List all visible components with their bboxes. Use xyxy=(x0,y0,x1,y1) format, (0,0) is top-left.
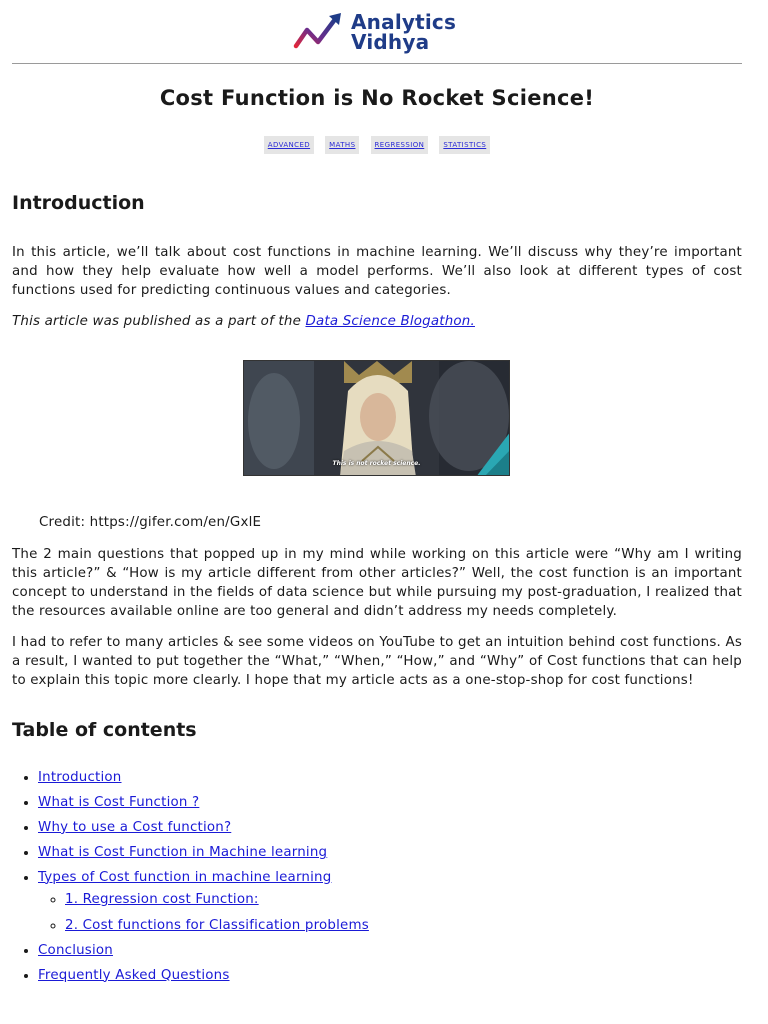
published-note xyxy=(12,313,742,332)
toc-subitem xyxy=(65,917,742,935)
brand-name-line2: Vidhya xyxy=(351,30,430,54)
toc-link-conclusion[interactable]: Conclusion xyxy=(38,942,113,958)
article-body xyxy=(12,64,742,992)
toc-link-why-use-cost-function[interactable]: Why to use a Cost function? xyxy=(38,819,232,835)
tag-regression[interactable]: REGRESSION xyxy=(371,136,429,154)
toc-link-cost-function-ml[interactable]: What is Cost Function in Machine learning xyxy=(38,844,328,860)
toc-link-classification-cost[interactable]: 2. Cost functions for Classification problems xyxy=(65,917,369,933)
trend-arrow-icon xyxy=(293,10,345,54)
tag-list xyxy=(12,136,742,160)
toc-link-faq[interactable]: Frequently Asked Questions xyxy=(38,967,230,983)
toc-item xyxy=(38,844,742,862)
table-of-contents xyxy=(12,769,742,985)
toc-subitem xyxy=(65,891,742,909)
section-heading-introduction: Introduction xyxy=(12,192,145,214)
tag-maths[interactable]: MATHS xyxy=(325,136,359,154)
paragraph-motivation: I had to refer to many articles & see some videos on YouTube to get an intuition behind cost functions. As a result, I wanted to put together the “What,” “When,” “How,” and “Why” of Cost functions that can help to explain this topic more clearly. I hope that my article acts as a one-stop-shop for cost functions! xyxy=(12,635,742,688)
rocket-science-gif xyxy=(243,360,510,476)
image-credit: Credit: https://gifer.com/en/GxlE xyxy=(39,515,262,531)
toc-item xyxy=(38,942,742,960)
toc-item xyxy=(38,869,742,935)
site-header xyxy=(0,0,768,63)
tag-statistics[interactable]: STATISTICS xyxy=(439,136,490,154)
toc-item xyxy=(38,794,742,812)
blogathon-link[interactable]: Data Science Blogathon. xyxy=(305,314,475,330)
gif-scene xyxy=(244,361,510,476)
brand-logo[interactable] xyxy=(293,10,456,54)
paragraph-main-questions: The 2 main questions that popped up in my mind while working on this article were “Why am I writing this article?” & “How is my article different from other articles?” Well, the cost function is an important concept to understand in the fields of data science but while pursuing my post-graduation, I realized that the resources available online are too general and didn’t address my needs completely. xyxy=(12,547,742,619)
section-heading-toc: Table of contents xyxy=(12,718,197,741)
intro-paragraph: In this article, we’ll talk about cost functions in machine learning. We’ll discuss why they’re important and how they help evaluate how well a model performs. We’ll also look at different types of cost functions used for predicting continuous values and categories. xyxy=(12,245,742,298)
toc-link-introduction[interactable]: Introduction xyxy=(38,769,122,785)
brand-wordmark xyxy=(351,12,456,52)
toc-link-types-of-cost-function[interactable]: Types of Cost function in machine learning xyxy=(38,869,332,885)
toc-item xyxy=(38,967,742,985)
toc-item xyxy=(38,819,742,837)
published-prefix: This article was published as a part of the xyxy=(12,314,306,330)
tag-advanced[interactable]: ADVANCED xyxy=(264,136,314,154)
toc-item xyxy=(38,769,742,787)
toc-sublist xyxy=(38,891,742,935)
article-figure xyxy=(12,360,742,476)
toc-link-regression-cost[interactable]: 1. Regression cost Function: xyxy=(65,891,259,907)
toc-link-what-is-cost-function[interactable]: What is Cost Function ? xyxy=(38,794,200,810)
article-title: Cost Function is No Rocket Science! xyxy=(159,86,595,110)
brand-name-line1: Analytics xyxy=(351,10,457,34)
gif-caption: This is not rocket science. xyxy=(332,460,421,468)
